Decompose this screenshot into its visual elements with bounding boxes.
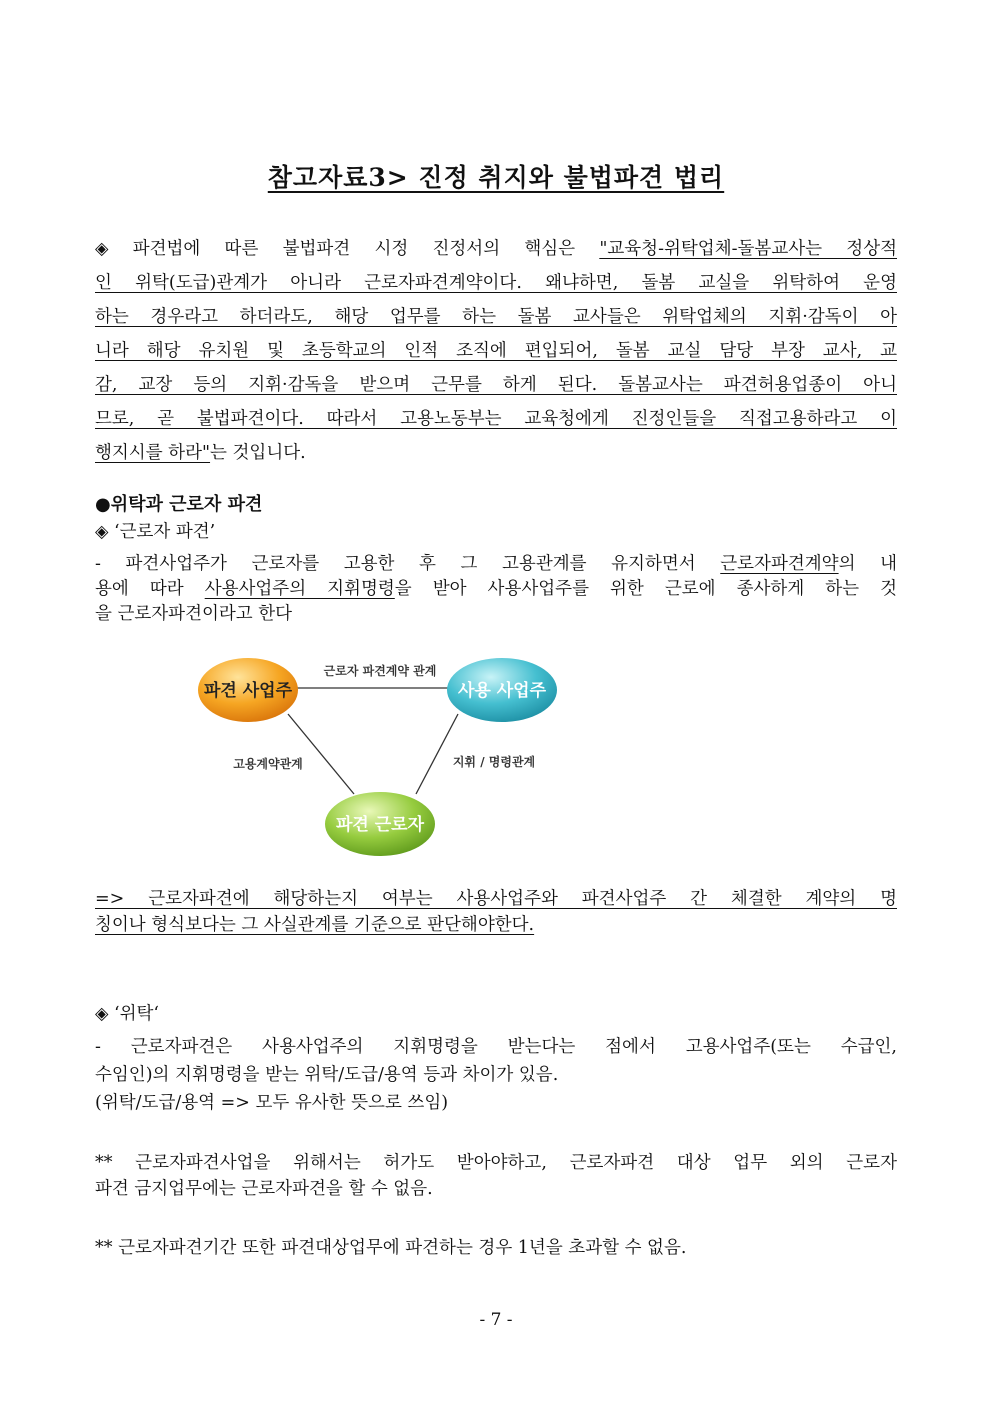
intro-line-5-underlined: 감, 교장 등의 지휘·감독을 받으며 근무를 하게 된다. 돌봄교사는 파견허용업종이 아니 — [95, 375, 897, 395]
dispatch-heading: ◈ ‘근로자 파견’ — [95, 522, 216, 542]
intro-line-4-underlined: 니라 해당 유치원 및 초등학교의 인적 조직에 편입되어, 돌봄 교실 담당 부장 교사, 교 — [95, 341, 897, 361]
consign-heading: ◈ ‘위탁‘ — [95, 1004, 159, 1024]
consign-definition — [95, 1033, 897, 1117]
note-permit-line-1: ** 근로자파견사업을 위해서는 허가도 받아야하고, 근로자파견 대상 업무 외의 근로자 — [95, 1153, 897, 1173]
intro-line-1-underlined: "교육청-위탁업체-돌봄교사는 정상적 — [599, 239, 897, 259]
dispatch-contract-term: 근로자파견계약 — [720, 554, 839, 574]
edge-right-label: 지휘 / 명령관계 — [452, 755, 536, 769]
dispatch-line-2 — [95, 577, 897, 602]
intro-line-6-underlined: 므로, 곧 불법파견이다. 따라서 고용노동부는 교육청에게 진정인들을 직접고용하라고 이 — [95, 409, 897, 429]
intro-line-4 — [95, 334, 897, 368]
consign-line-2: 수임인)의 지휘명령을 받는 위탁/도급/용역 등과 차이가 있음. — [95, 1065, 559, 1085]
conclusion-line-2 — [95, 912, 897, 938]
intro-line-7-plain: 는 것입니다. — [210, 443, 306, 463]
dispatch-line-2-b: 을 받아 사용사업주를 위한 근로에 종사하게 하는 것 — [394, 579, 897, 599]
edge-employment-line — [288, 714, 354, 794]
section-heading: ●위탁과 근로자 파견 — [95, 494, 263, 515]
page-title — [0, 158, 992, 194]
dispatch-line-2-a: 용에 따라 — [95, 579, 205, 599]
intro-line-2 — [95, 266, 897, 300]
intro-line-2-underlined: 인 위탁(도급)관계가 아니라 근로자파견계약이다. 왜냐하면, 돌봄 교실을 위탁하여 운영 — [95, 273, 897, 293]
conclusion-line-1-text: => 근로자파견에 해당하는지 여부는 사용사업주와 파견사업주 간 체결한 계약의 명 — [95, 889, 897, 909]
intro-line-7-underlined: 행지시를 하라" — [95, 443, 211, 463]
dispatch-line-1 — [95, 552, 897, 577]
edge-left-label: 고용계약관계 — [233, 757, 303, 771]
intro-paragraph — [95, 232, 897, 470]
page-number: - 7 - — [479, 1310, 513, 1330]
note-period: ** 근로자파견기간 또한 파견대상업무에 파견하는 경우 1년을 초과할 수 없음. — [95, 1238, 687, 1258]
dispatch-relationship-diagram — [196, 648, 566, 860]
node-dispatcher-label: 파견 사업주 — [203, 681, 293, 701]
consign-line-1: - 근로자파견은 사용사업주의 지휘명령을 받는다는 점에서 고용사업주(또는 수급인, — [95, 1037, 897, 1057]
edge-top-label: 근로자 파견계약 관계 — [323, 664, 437, 678]
note-permit-line-2: 파견 금지업무에는 근로자파견을 할 수 없음. — [95, 1179, 433, 1199]
dispatch-line-1-b: 의 내 — [838, 554, 897, 574]
consign-line-3: (위탁/도급/용역 => 모두 유사한 뜻으로 쓰임) — [95, 1093, 449, 1113]
intro-line-7 — [95, 436, 897, 470]
dispatch-command-term: 사용사업주의 지휘명령 — [204, 579, 395, 599]
edge-command-line — [416, 714, 458, 794]
intro-line-1-plain: ◈ 파견법에 따른 불법파견 시정 진정서의 핵심은 — [95, 239, 600, 259]
dispatch-line-3: 을 근로자파견이라고 한다 — [95, 604, 293, 624]
intro-line-1 — [95, 232, 897, 266]
intro-line-5 — [95, 368, 897, 402]
conclusion-line-2-text: 칭이나 형식보다는 그 사실관계를 기준으로 판단해야한다. — [95, 915, 535, 935]
intro-line-3 — [95, 300, 897, 334]
dispatch-line-1-a: - 파견사업주가 근로자를 고용한 후 그 고용관계를 유지하면서 — [95, 554, 721, 574]
dispatch-definition — [95, 552, 897, 627]
conclusion-line-1 — [95, 886, 897, 912]
node-user-label: 사용 사업주 — [457, 681, 547, 701]
conclusion-paragraph — [95, 886, 897, 938]
intro-line-3-underlined: 하는 경우라고 하더라도, 해당 업무를 하는 돌봄 교사들은 위탁업체의 지휘·감독이 아 — [95, 307, 897, 327]
page-title-text: 참고자료3> 진정 취지와 불법파견 법리 — [267, 163, 725, 192]
intro-line-6 — [95, 402, 897, 436]
node-worker-label: 파견 근로자 — [335, 815, 425, 835]
note-permit — [95, 1150, 897, 1202]
